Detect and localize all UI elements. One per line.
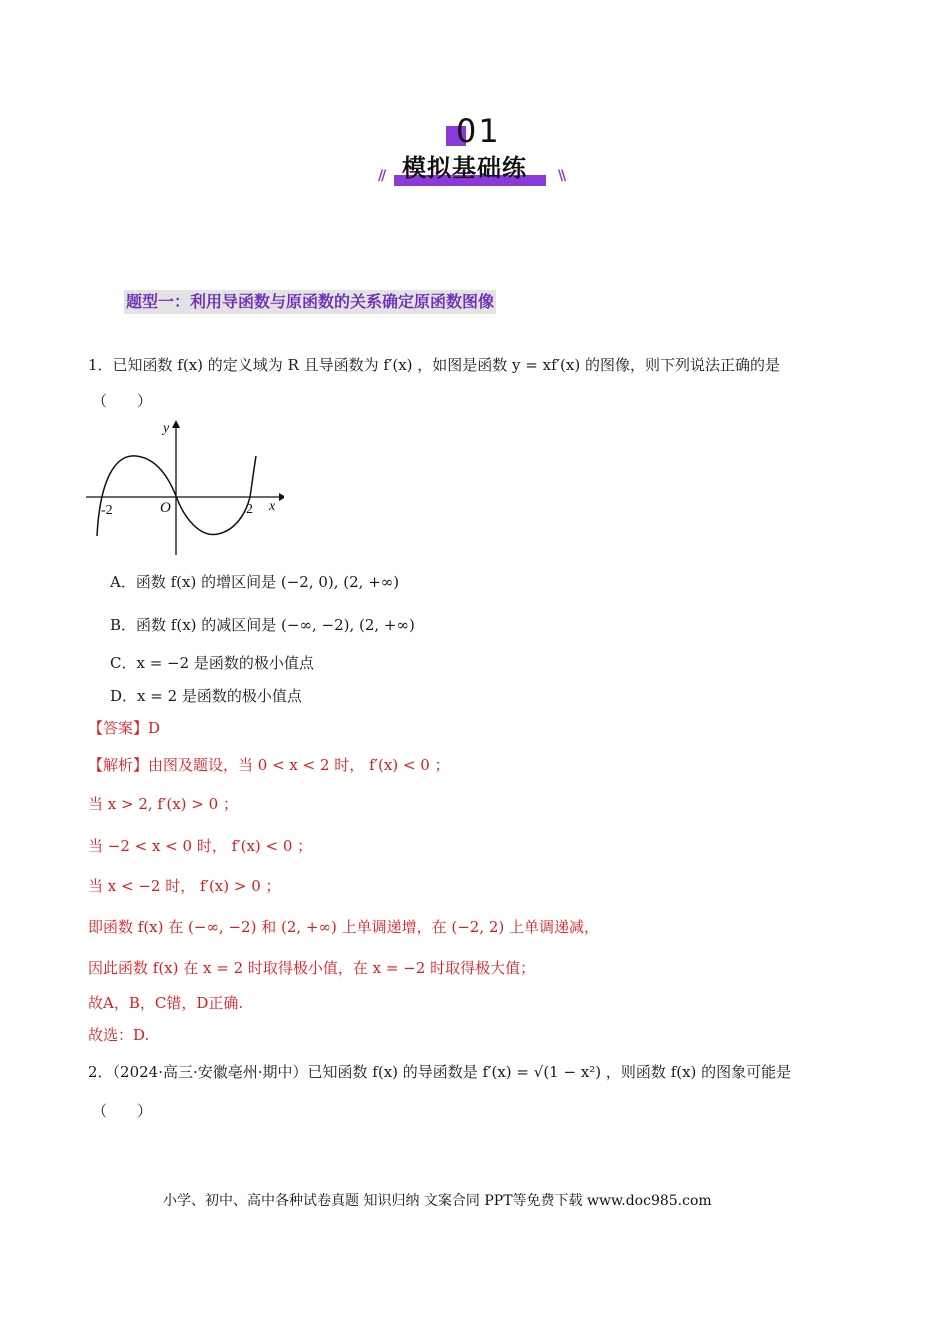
q1-analysis-line: 即函数 f(x) 在 (−∞, −2) 和 (2, +∞) 上单调递增，在 (−2, 2) 上单调递减， <box>88 918 600 936</box>
q1-option-d: D．x = 2 是函数的极小值点 <box>110 687 302 705</box>
q1-analysis-line: 当 −2 < x < 0 时， f′(x) < 0 ； <box>88 837 313 855</box>
q2-answer-paren: （ ） <box>92 1102 153 1120</box>
q1-analysis-line: 故选：D. <box>88 1026 150 1044</box>
answer-tag: 【答案】 <box>88 719 149 737</box>
origin-label: O <box>160 500 171 516</box>
q1-option-b: B．函数 f(x) 的减区间是 (−∞, −2), (2, +∞) <box>110 616 415 634</box>
q1-answer <box>88 718 160 738</box>
type-heading: 题型一：利用导函数与原函数的关系确定原函数图像 <box>124 290 496 314</box>
q1-option-c: C．x = −2 是函数的极小值点 <box>110 654 314 672</box>
section-title-banner <box>378 150 578 194</box>
page-footer: 小学、初中、高中各种试卷真题 知识归纳 文案合同 PPT等免费下载 www.doc985.com <box>163 1193 712 1209</box>
q2-stem: 2．（2024·高三·安徽亳州·期中）已知函数 f(x) 的导函数是 f′(x) = √(1 − x²) ，则函数 f(x) 的图象可能是 <box>88 1063 792 1081</box>
q1-stem: 1．已知函数 f(x) 的定义域为 R 且导函数为 f′(x) ，如图是函数 y = xf′(x) 的图像，则下列说法正确的是 <box>88 356 780 374</box>
section-title: 模拟基础练 <box>402 154 527 182</box>
section-number: 01 <box>456 112 501 150</box>
q1-answer-paren: （ ） <box>92 392 153 410</box>
q1-analysis-first <box>88 755 450 775</box>
x-axis-arrow <box>279 493 284 501</box>
q1-option-a: A．函数 f(x) 的增区间是 (−2, 0), (2, +∞) <box>110 573 400 591</box>
analysis-tag: 【解析】 <box>88 756 149 774</box>
tick-label-2: 2 <box>246 502 253 517</box>
q1-function-graph <box>84 418 284 558</box>
x-axis-label: x <box>269 499 276 514</box>
q1-analysis-line: 当 x < −2 时， f′(x) > 0 ； <box>88 877 281 895</box>
q1-analysis-line: 当 x > 2, f′(x) > 0 ； <box>88 795 238 813</box>
q1-analysis-line: 故A，B，C错，D正确. <box>88 994 244 1012</box>
tick-label-neg2: -2 <box>101 503 113 518</box>
answer-value: D <box>148 719 161 737</box>
q1-analysis-line: 因此函数 f(x) 在 x = 2 时取得极小值，在 x = −2 时取得极大值； <box>88 959 536 977</box>
section-deco-right: \\ <box>558 168 565 184</box>
section-number-badge <box>440 112 510 152</box>
y-axis-label: y <box>163 421 170 436</box>
analysis-text: 由图及题设，当 0 < x < 2 时， f′(x) < 0 ； <box>148 756 450 774</box>
section-deco-left: // <box>378 168 385 184</box>
y-axis-arrow <box>172 420 180 428</box>
